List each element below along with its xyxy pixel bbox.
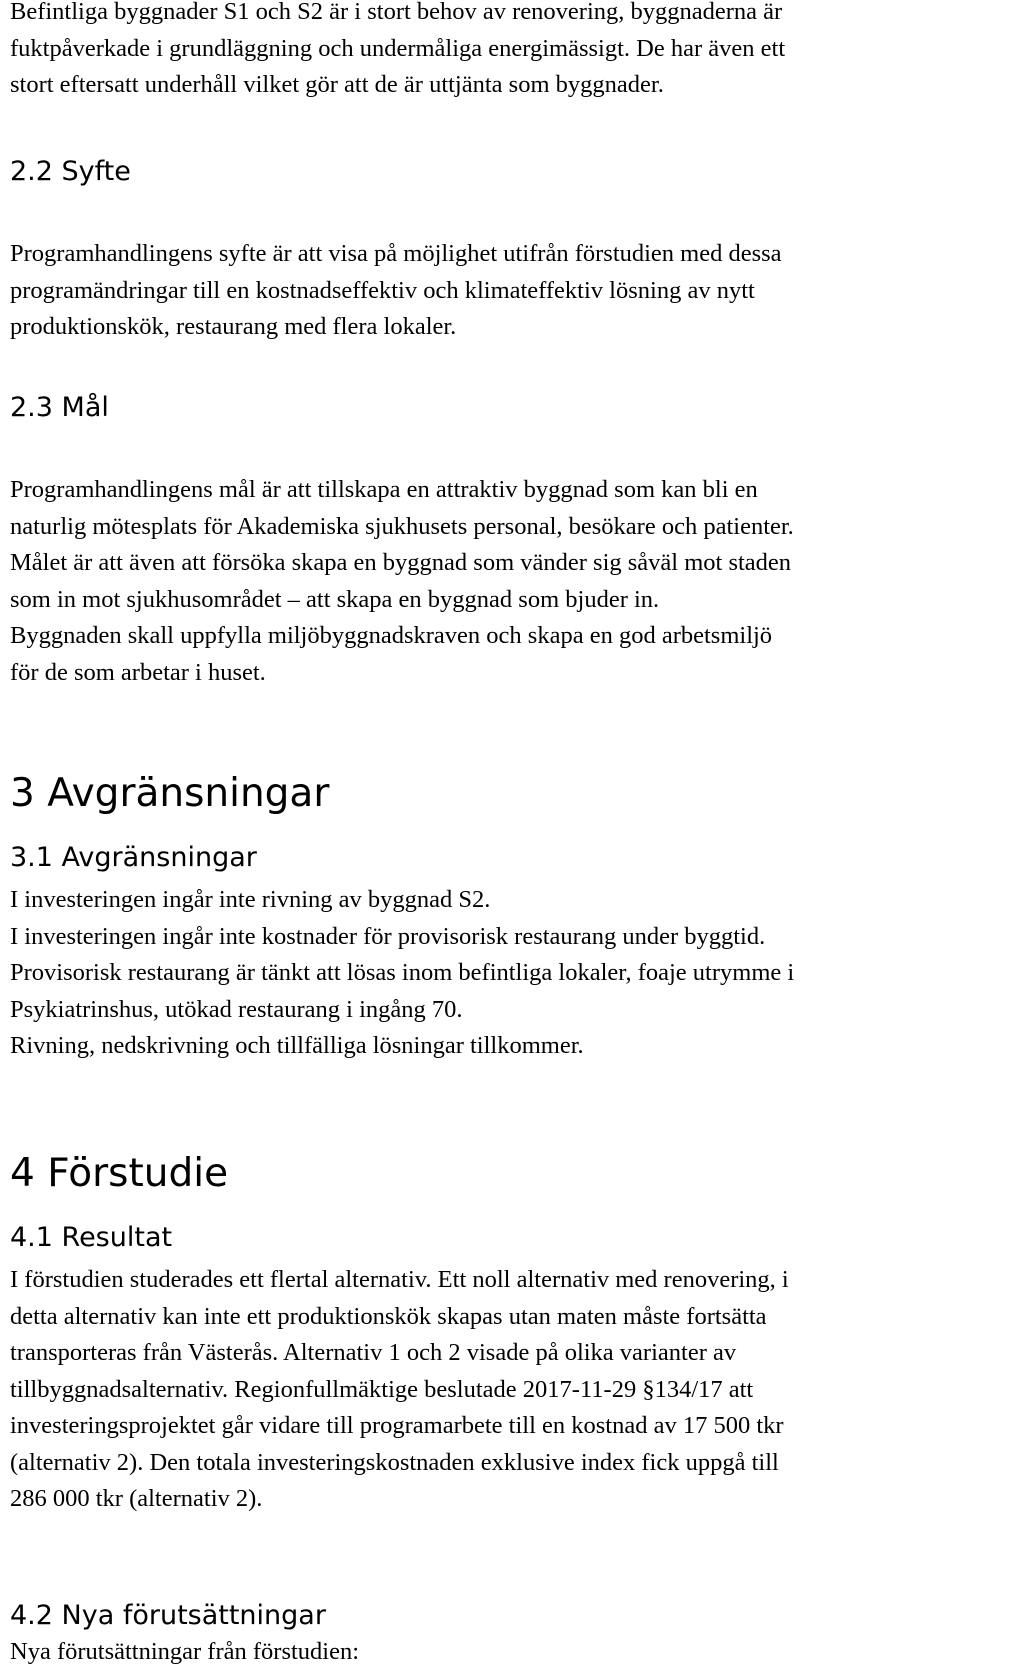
text-line: I förstudien studerades ett flertal alternativ. Ett noll alternativ med renovering, i [10, 1266, 789, 1293]
text-line: Nya förutsättningar från förstudien: [10, 1638, 360, 1665]
text-line: Befintliga byggnader S1 och S2 är i stort behov av renovering, byggnaderna är [10, 0, 783, 25]
result-paragraph [10, 1262, 789, 1518]
section-heading-3: 3 Avgränsningar [10, 771, 330, 816]
text-line: Programhandlingens mål är att tillskapa en attraktiv byggnad som kan bli en [10, 476, 758, 503]
purpose-paragraph [10, 236, 782, 346]
subsection-heading-3-1: 3.1 Avgränsningar [10, 842, 257, 873]
text-line: transporteras från Västerås. Alternativ 1 och 2 visade på olika varianter av [10, 1339, 737, 1366]
text-line: tillbyggnadsalternativ. Regionfullmäktige beslutade 2017-11-29 §134/17 att [10, 1375, 754, 1403]
intro-paragraph [10, 0, 785, 104]
text-line: Rivning, nedskrivning och tillfälliga lösningar tillkommer. [10, 1032, 584, 1059]
text-line: Byggnaden skall uppfylla miljöbyggnadskraven och skapa en god arbetsmiljö [10, 622, 773, 649]
section-heading-2-3: 2.3 Mål [10, 392, 109, 423]
subsection-heading-4-1: 4.1 Resultat [10, 1222, 173, 1253]
text-line: fuktpåverkade i grundläggning och undermåliga energimässigt. De har även ett [10, 34, 786, 62]
text-line: som in mot sjukhusområdet – att skapa en byggnad som bjuder in. [10, 585, 660, 613]
section-heading-4: 4 Förstudie [10, 1151, 229, 1196]
goal-paragraph [10, 472, 794, 691]
section-heading-2-2: 2.2 Syfte [10, 156, 131, 187]
subsection-heading-4-2: 4.2 Nya förutsättningar [10, 1600, 326, 1631]
text-line: Provisorisk restaurang är tänkt att lösas inom befintliga lokaler, foaje utrymme i [10, 959, 795, 986]
text-line: I investeringen ingår inte kostnader för provisorisk restaurang under byggtid. [10, 922, 766, 950]
text-line: stort eftersatt underhåll vilket gör att de är uttjänta som byggnader. [10, 71, 664, 98]
text-line: naturlig mötesplats för Akademiska sjukhusets personal, besökare och patienter. [10, 512, 794, 540]
new-conditions-paragraph [10, 1634, 359, 1671]
text-line: I investeringen ingår inte rivning av byggnad S2. [10, 886, 491, 913]
text-line: investeringsprojektet går vidare till programarbete till en kostnad av 17 500 tkr [10, 1412, 784, 1439]
text-line: 286 000 tkr (alternativ 2). [10, 1485, 263, 1512]
text-line: för de som arbetar i huset. [10, 658, 266, 686]
text-line: Målet är att även att försöka skapa en byggnad som vänder sig såväl mot staden [10, 549, 792, 576]
text-line: detta alternativ kan inte ett produktionskök skapas utan maten måste fortsätta [10, 1302, 767, 1330]
text-line: Psykiatrinshus, utökad restaurang i ingång 70. [10, 995, 463, 1023]
text-line: Programhandlingens syfte är att visa på möjlighet utifrån förstudien med dessa [10, 240, 782, 267]
text-line: (alternativ 2). Den totala investeringskostnaden exklusive index fick uppgå till [10, 1448, 779, 1476]
limitations-paragraph [10, 882, 794, 1065]
text-line: produktionskök, restaurang med flera lokaler. [10, 313, 457, 340]
text-line: programändringar till en kostnadseffektiv och klimateffektiv lösning av nytt [10, 276, 755, 304]
